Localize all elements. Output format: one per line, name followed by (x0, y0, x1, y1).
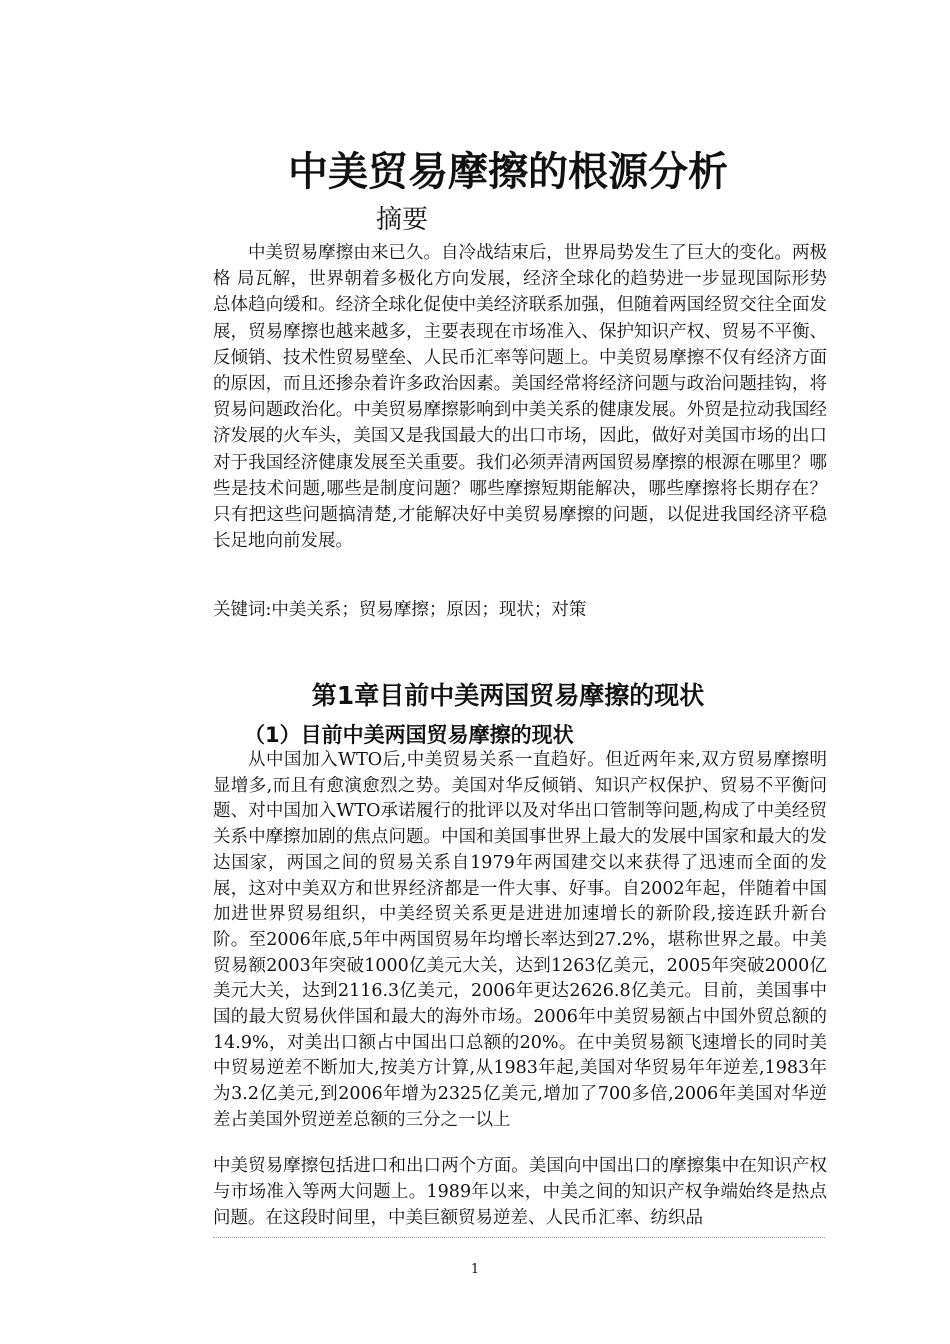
footer-divider (213, 1237, 825, 1238)
keywords-line: 关键词:中美关系；贸易摩擦；原因；现状；对策 (213, 600, 587, 620)
body-paragraph-1: 从中国加入WTO后,中美贸易关系一直趋好。但近两年来,双方贸易摩擦明显增多,而且有愈演愈烈之势。美国对华反倾销、知识产权保护、贸易不平衡问题、对中国加入WTO承诺履行的批评以及对华出口管制等问题,构成了中美经贸关系中摩擦加剧的焦点问题。中国和美国事世界上最大的发展中国家和最大的发达国家，两国之间的贸易关系自1979年两国建交以来获得了迅速而全面的发展，这对中美双方和世界经济都是一件大事、好事。自2002年起，伴随着中国加进世界贸易组织，中美经贸关系更是进进加速增长的新阶段,接连跃升新台阶。至2006年底,5年中两国贸易年均增长率达到27.2%，堪称世界之最。中美贸易额2003年突破1000亿美元大关，达到1263亿美元，2005年突破2000亿美元大关，达到2116.3亿美元，2006年更达2626.8亿美元。目前，美国事中国的最大贸易伙伴国和最大的海外市场。2006年中美贸易额占中国外贸总额的14.9%，对美出口额占中国出口总额的20%。在中美贸易额飞速增长的同时美中贸易逆差不断加大,按美方计算,从1983年起,美国对华贸易年年逆差,1983年为3.2亿美元,到2006年增为2325亿美元,增加了700多倍,2006年美国对华逆差占美国外贸逆差总额的三分之一以上 (213, 750, 827, 1130)
body-paragraph-2: 中美贸易摩擦包括进口和出口两个方面。美国向中国出口的摩擦集中在知识产权与市场准入等两大问题上。1989年以来，中美之间的知识产权争端始终是热点问题。在这段时间里，中美巨额贸易逆差、人民币汇率、纺织品 (213, 1156, 827, 1228)
chapter-title: 第1章目前中美两国贸易摩擦的现状 (311, 681, 705, 710)
section-title: （1）目前中美两国贸易摩擦的现状 (244, 723, 574, 747)
abstract-paragraph: 中美贸易摩擦由来已久。自冷战结束后，世界局势发生了巨大的变化。两极格 局瓦解，世界朝着多极化方向发展，经济全球化的趋势进一步显现国际形势总体趋向缓和。经济全球化促使中美经济联系加强，但随着两国经贸交往全面发展，贸易摩擦也越来越多，主要表现在市场准入、保护知识产权、贸易不平衡、反倾销、技术性贸易壁垒、人民币汇率等问题上。中美贸易摩擦不仅有经济方面的原因，而且还掺杂着许多政治因素。美国经常将经济问题与政治问题挂钩，将贸易问题政治化。中美贸易摩擦影响到中美关系的健康发展。外贸是拉动我国经济发展的火车头，美国又是我国最大的出口市场，因此，做好对美国市场的出口对于我国经济健康发展至关重要。我们必须弄清两国贸易摩擦的根源在哪里？哪些是技术问题,哪些是制度问题？哪些摩擦短期能解决，哪些摩擦将长期存在？只有把这些问题搞清楚,才能解决好中美贸易摩擦的问题，以促进我国经济平稳长足地向前发展。 (213, 243, 827, 552)
document-title: 中美贸易摩擦的根源分析 (288, 149, 728, 195)
page-number: 1 (470, 1262, 480, 1277)
abstract-heading: 摘要 (376, 205, 429, 235)
